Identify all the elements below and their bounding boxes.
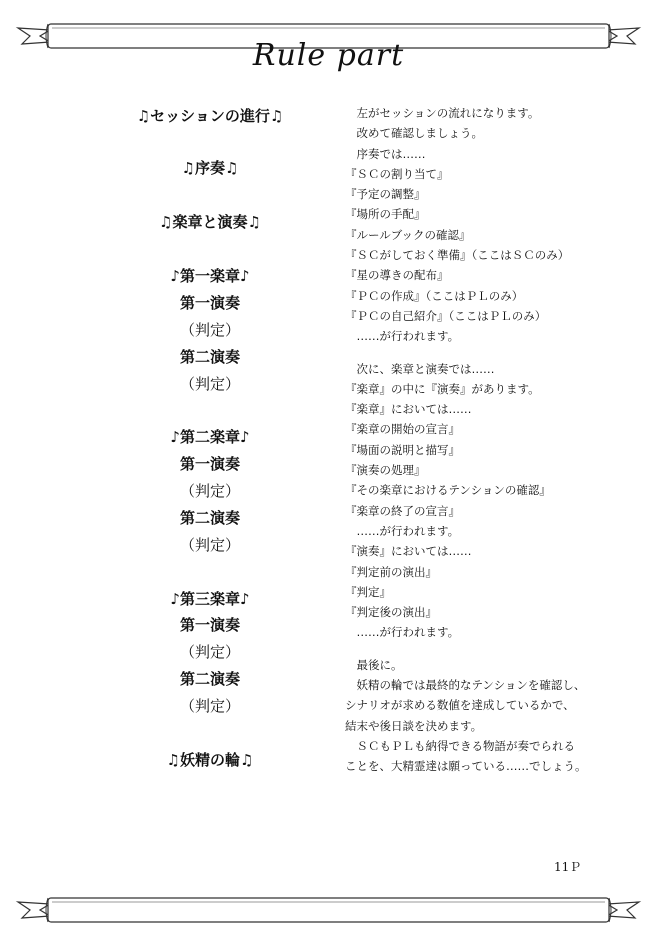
text-line: 『判定後の演出』 — [345, 605, 437, 620]
flow-step: 第二演奏 — [179, 670, 240, 688]
flow-step: 第一演奏 — [179, 294, 240, 312]
flow-step: 第二演奏 — [179, 348, 240, 366]
text-line: シナリオが求める数値を達成しているかで、 — [345, 698, 575, 713]
text-line: ……が行われます。 — [345, 523, 460, 538]
text-line: ……が行われます。 — [345, 329, 460, 344]
flow-step: 第一演奏 — [179, 616, 240, 634]
text-line: 『演奏』においては…… — [345, 544, 472, 559]
flow-step: ♪第三楽章♪ — [170, 590, 250, 608]
flow-step: ♫楽章と演奏♫ — [159, 213, 261, 231]
text-line: ことを、大精霊達は願っている……でしょう。 — [345, 759, 587, 774]
page-title: Rule part — [252, 38, 405, 73]
scroll-ribbon-icon — [0, 888, 657, 932]
text-line: 『楽章の開始の宣言』 — [345, 422, 460, 437]
text-line: 『ルールブックの確認』 — [345, 227, 471, 242]
text-line: 次に、楽章と演奏では…… — [345, 361, 495, 376]
explanation-text — [345, 103, 645, 777]
text-line: 結末や後日談を決めます。 — [345, 718, 483, 733]
flow-step: ♪第一楽章♪ — [170, 267, 250, 285]
flow-step: （判定） — [179, 536, 240, 554]
text-line: 『星の導きの配布』 — [345, 268, 449, 283]
text-line: 『楽章』においては…… — [345, 402, 472, 417]
text-line — [345, 347, 645, 359]
flow-step: ♫セッションの進行♫ — [136, 107, 284, 125]
text-line: 『予定の調整』 — [345, 187, 426, 202]
flow-step: ♫序奏♫ — [181, 159, 239, 177]
flow-step: （判定） — [179, 321, 240, 339]
text-line: 『その楽章におけるテンションの確認』 — [345, 483, 551, 498]
text-line: 『楽章』の中に『演奏』があります。 — [345, 381, 540, 396]
flow-step: （判定） — [179, 375, 240, 393]
flow-step: 第一演奏 — [179, 455, 240, 473]
text-line: 『判定』 — [345, 584, 391, 599]
text-line: ……が行われます。 — [345, 625, 460, 640]
text-line: 『ＰＣの作成』（ここはＰＬのみ） — [345, 288, 524, 303]
text-line: 改めて確認しましょう。 — [345, 126, 483, 141]
text-line: 妖精の輪では最終的なテンションを確認し、 — [345, 678, 586, 693]
page-number: 11Ｐ — [554, 860, 582, 874]
text-line: 最後に。 — [345, 657, 403, 672]
text-line: 序奏では…… — [345, 146, 426, 161]
text-line: 『楽章の終了の宣言』 — [345, 503, 460, 518]
text-line: 『演奏の処理』 — [345, 463, 426, 478]
text-line: 『判定前の演出』 — [345, 564, 437, 579]
text-line: 『ＰＣの自己紹介』（ここはＰＬのみ） — [345, 308, 547, 323]
text-line: 『場面の説明と描写』 — [345, 442, 460, 457]
text-line: 『場所の手配』 — [345, 207, 426, 222]
flow-step: ♫妖精の輪♫ — [166, 751, 254, 769]
text-line: 『ＳＣの割り当て』 — [345, 166, 449, 181]
text-line: ＳＣもＰＬも納得できる物語が奏でられる — [345, 738, 575, 753]
text-line: 左がセッションの流れになります。 — [345, 106, 540, 120]
bottom-scroll-banner — [0, 888, 657, 932]
flow-step: 第二演奏 — [179, 509, 240, 527]
text-line: 『ＳＣがしておく準備』（ここはＳＣのみ） — [345, 248, 570, 263]
flow-step: （判定） — [179, 697, 240, 715]
text-line — [345, 643, 645, 655]
flow-step: ♪第二楽章♪ — [170, 428, 250, 446]
flow-step: （判定） — [179, 643, 240, 661]
flow-step: （判定） — [179, 482, 240, 500]
